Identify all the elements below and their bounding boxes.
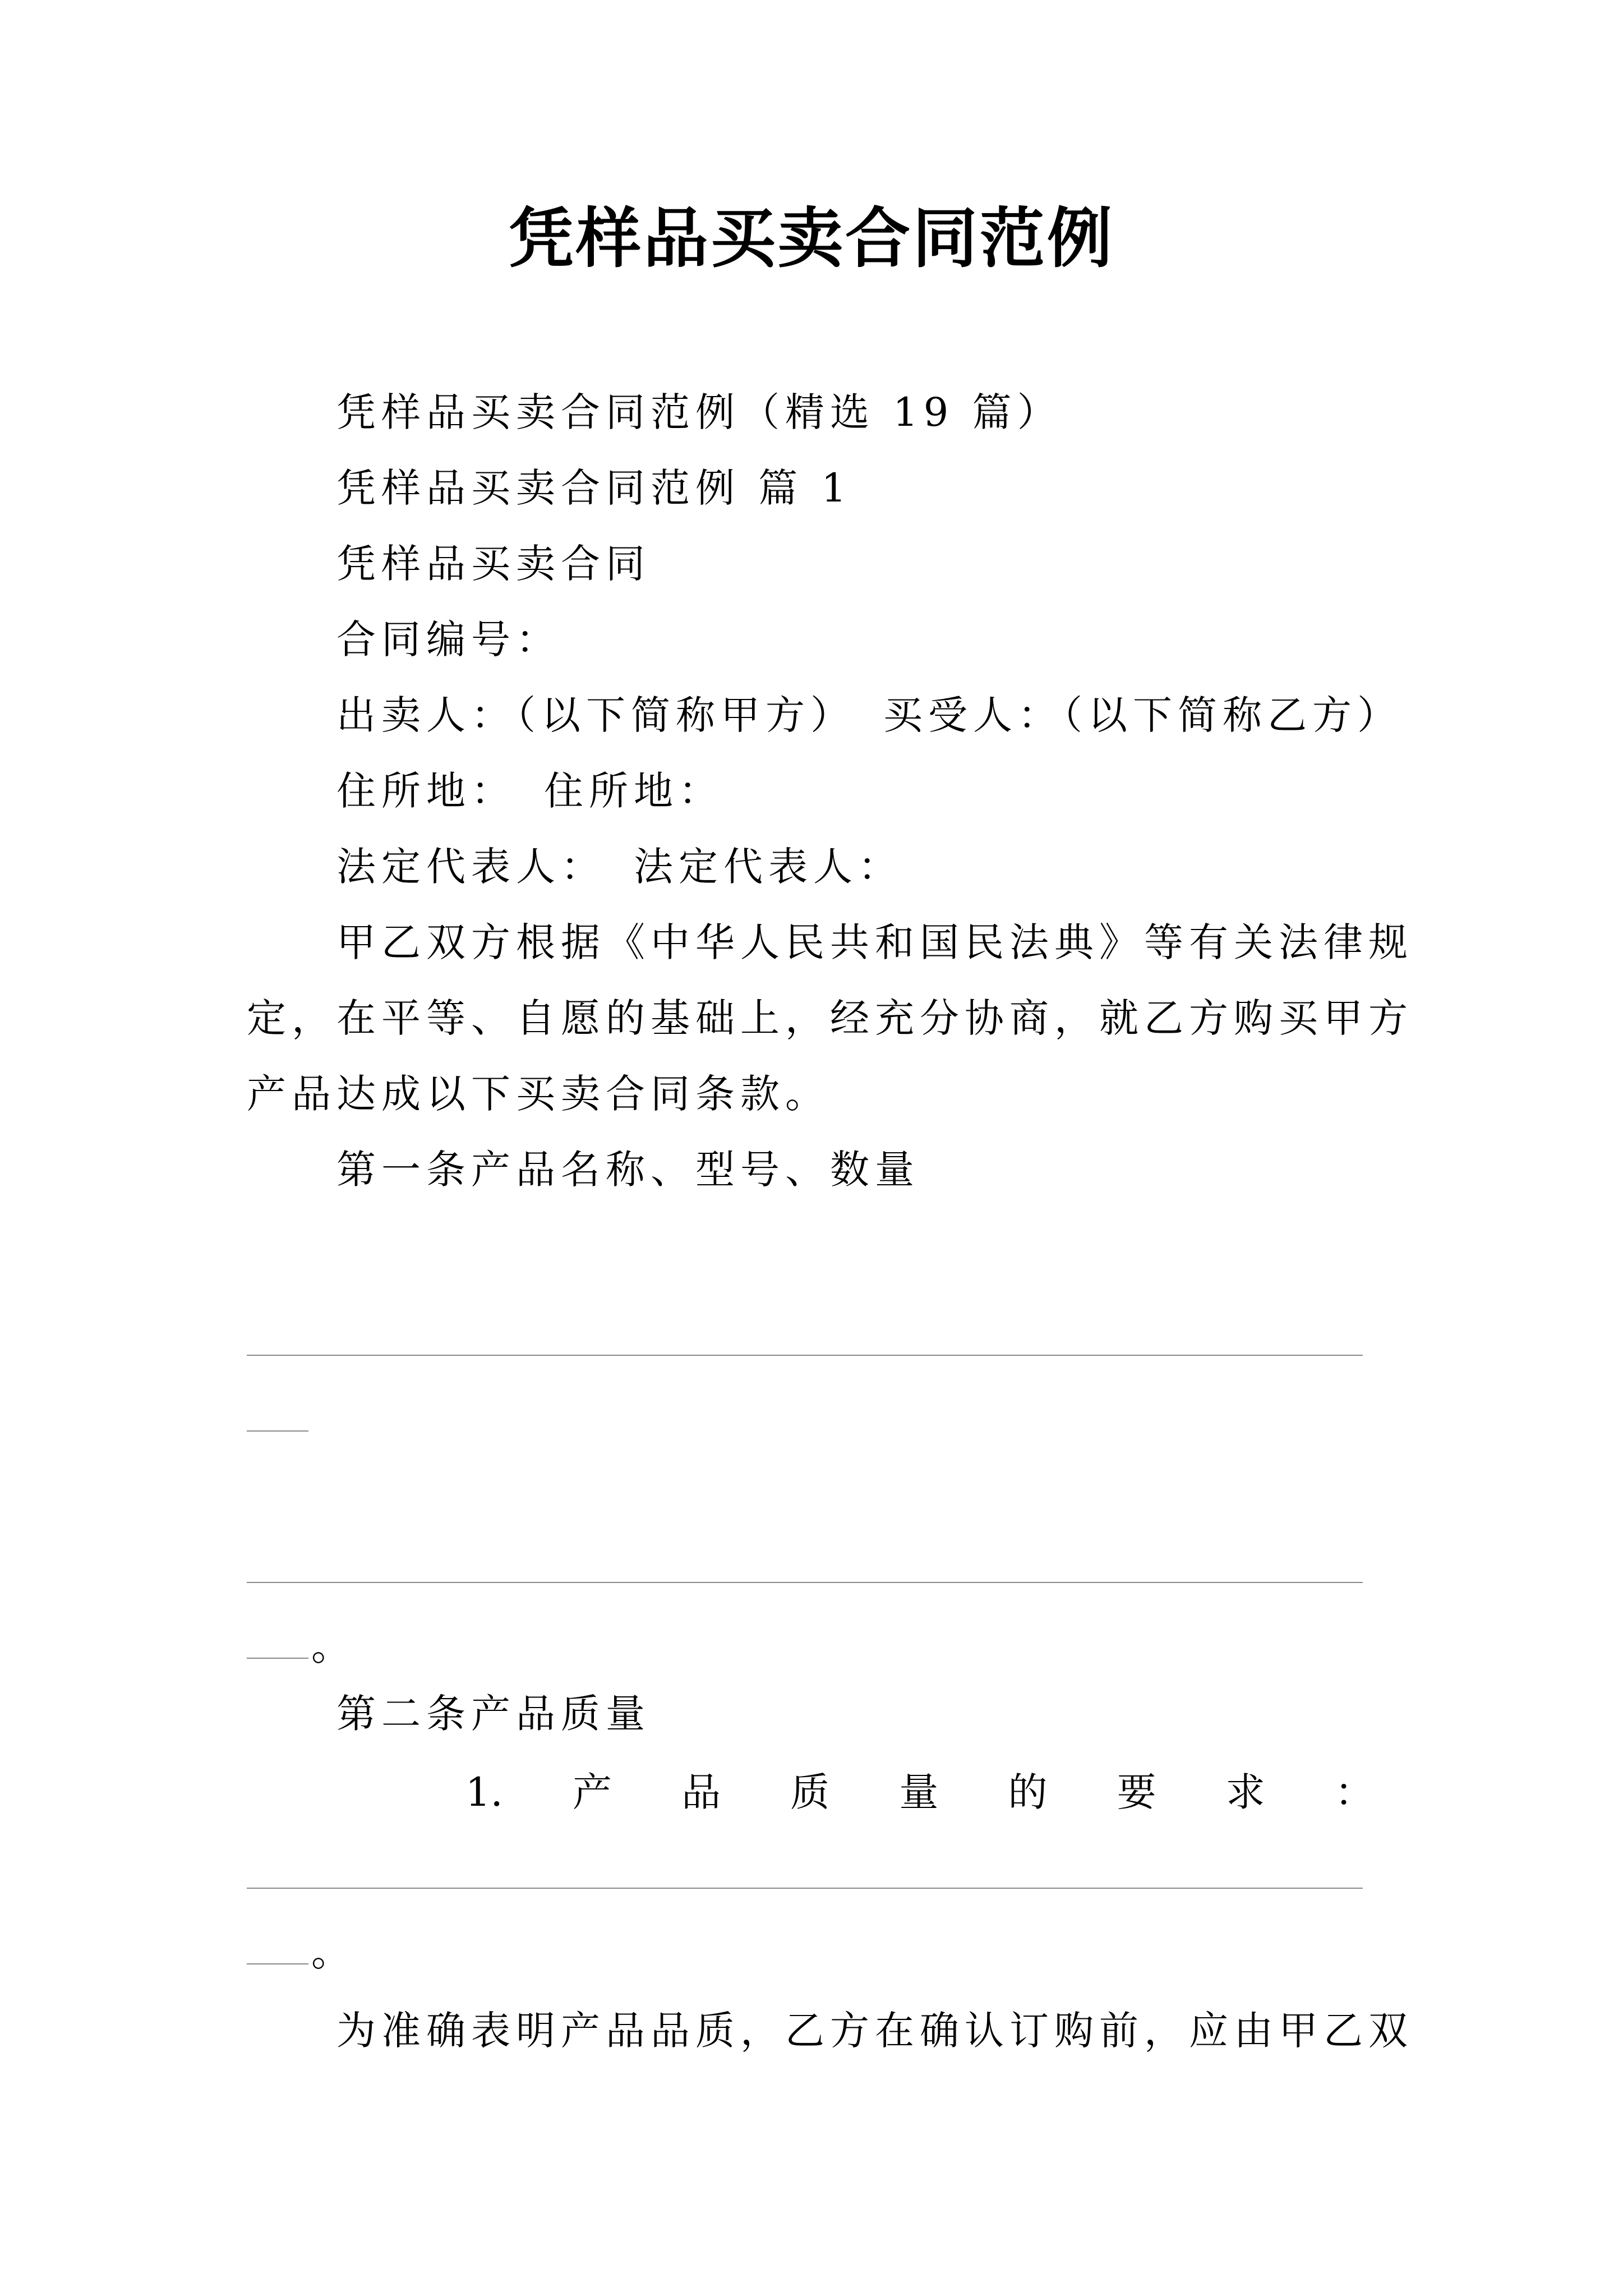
spread-char: 的 (1008, 1769, 1048, 1815)
spread-char: 1. (465, 1769, 503, 1815)
fill-in-line-short (247, 1658, 308, 1659)
fill-in-period: 。 (311, 1623, 351, 1669)
spread-char: 质 (790, 1769, 830, 1815)
article-1-heading: 第一条产品名称、型号、数量 (336, 1147, 920, 1193)
intro-paragraph-line-3: 产品达成以下买卖合同条款。 (247, 1071, 830, 1117)
seller-address-label: 住所地： (336, 768, 516, 814)
buyer-address-label: 住所地： (544, 768, 723, 814)
representative-line (336, 839, 903, 895)
buyer-label: 买受人：（以下简称乙方） (883, 692, 1402, 738)
contract-name: 凭样品买卖合同 (336, 541, 651, 587)
spread-char: 求 (1225, 1769, 1265, 1815)
spread-char: 产 (572, 1769, 612, 1815)
document-title: 凭样品买卖合同范例 (509, 200, 1114, 277)
subtitle: 凭样品买卖合同范例（精选 19 篇） (336, 389, 1062, 435)
spread-char: 量 (899, 1769, 939, 1815)
fill-in-line-short (247, 1963, 308, 1964)
contract-number-label: 合同编号： (336, 616, 561, 662)
seller-label: 出卖人：（以下简称甲方） (336, 692, 855, 738)
spread-char: ： (1334, 1769, 1374, 1815)
fill-in-line-short (247, 1430, 308, 1432)
buyer-representative-label: 法定代表人： (634, 844, 903, 890)
fill-in-line (247, 1888, 1363, 1889)
spread-char: 要 (1117, 1769, 1156, 1815)
article-2-heading: 第二条产品质量 (336, 1691, 651, 1737)
spread-char: 品 (681, 1769, 721, 1815)
fill-in-line (247, 1582, 1363, 1583)
chapter-heading: 凭样品买卖合同范例 篇 1 (336, 465, 852, 511)
parties-line (336, 687, 1402, 743)
seller-representative-label: 法定代表人： (336, 844, 606, 890)
fill-in-period: 。 (311, 1929, 351, 1975)
intro-paragraph-line-1: 甲乙双方根据《中华人民共和国民法典》等有关法律规 (336, 919, 1413, 965)
fill-in-line (247, 1355, 1363, 1356)
quality-paragraph-line-1: 为准确表明产品品质，乙方在确认订购前，应由甲乙双 (336, 2008, 1413, 2054)
quality-requirement-line (465, 1764, 1374, 1820)
intro-paragraph-line-2: 定，在平等、自愿的基础上，经充分协商，就乙方购买甲方 (247, 995, 1413, 1041)
address-line (336, 763, 723, 819)
